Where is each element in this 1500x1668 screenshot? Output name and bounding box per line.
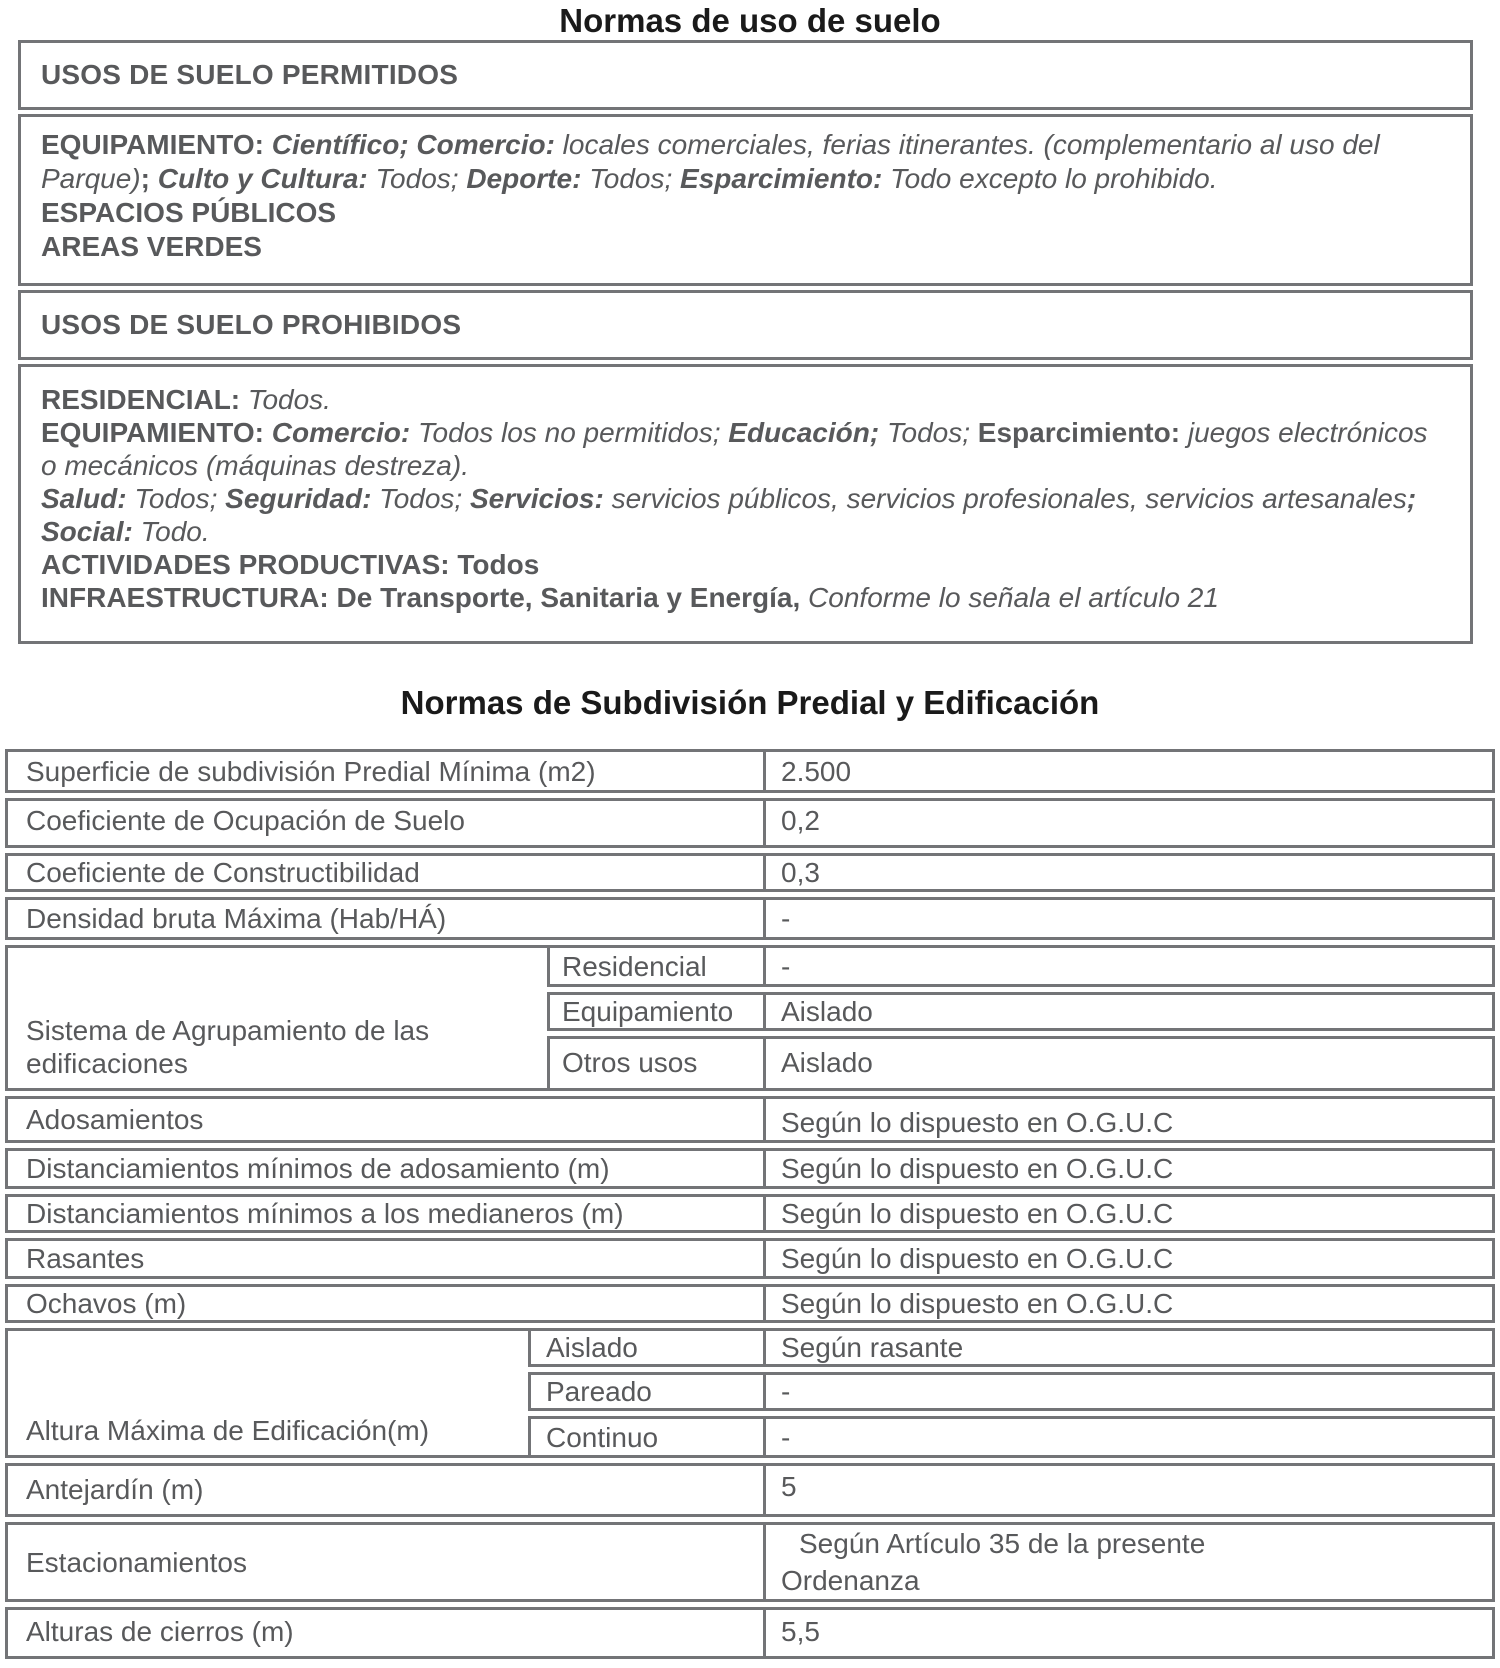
table-row: [18, 290, 1473, 360]
table-row: [18, 364, 1473, 644]
sub-row-value: Aislado: [763, 1036, 1495, 1091]
table-row: [5, 1463, 1495, 1517]
table-row: [5, 1194, 1495, 1233]
table-row: [5, 1148, 1495, 1189]
row-label: Distanciamientos mínimos de adosamiento (m): [5, 1148, 763, 1189]
table-row: [5, 1238, 1495, 1279]
row-value: [763, 1522, 1495, 1602]
row-label: Adosamientos: [5, 1096, 763, 1143]
row-value-line: Ordenanza: [781, 1565, 920, 1596]
row-value-line: Según Artículo 35 de la presente: [799, 1528, 1206, 1559]
table-row: [5, 798, 1495, 848]
prohibited-uses-text-line: INFRAESTRUCTURA: De Transporte, Sanitaria y Energía, Conforme lo señala el artículo 21: [41, 582, 1219, 613]
sub-row-value: -: [763, 1416, 1495, 1458]
row-label: Coeficiente de Constructibilidad: [5, 853, 763, 892]
row-label: Rasantes: [5, 1238, 763, 1279]
row-value: Según lo dispuesto en O.G.U.C: [763, 1148, 1495, 1189]
table-row: [5, 1284, 1495, 1323]
sub-row-value: Según rasante: [763, 1328, 1495, 1367]
row-value: Según lo dispuesto en O.G.U.C: [763, 1194, 1495, 1233]
row-value: 0,3: [763, 853, 1495, 892]
permitted-uses-body: [18, 114, 1473, 286]
row-label: Alturas de cierros (m): [5, 1607, 763, 1659]
sub-row-label: Residencial: [547, 945, 763, 987]
prohibited-uses-text-line: ACTIVIDADES PRODUCTIVAS: Todos: [41, 549, 540, 580]
row-label: Antejardín (m): [5, 1463, 763, 1517]
sub-row-label: Pareado: [528, 1372, 763, 1411]
row-label: Distanciamientos mínimos a los medianeros (m): [5, 1194, 763, 1233]
prohibited-uses-text-line: EQUIPAMIENTO: Comercio: Todos los no permitidos; Educación; Todos; Esparcimiento: juegos electrónicos o mecánicos (máquinas destreza).: [41, 417, 1428, 481]
sub-row-label: Equipamiento: [547, 992, 763, 1031]
permitted-uses-text-line: AREAS VERDES: [41, 231, 262, 262]
row-value: -: [763, 897, 1495, 940]
prohibited-uses-text-line: RESIDENCIAL: Todos.: [41, 384, 331, 415]
row-value: Según lo dispuesto en O.G.U.C: [763, 1284, 1495, 1323]
land-use-title: Normas de uso de suelo: [559, 2, 941, 39]
row-label: Coeficiente de Ocupación de Suelo: [5, 798, 763, 848]
row-label: Altura Máxima de Edificación(m): [5, 1328, 528, 1458]
row-label: Estacionamientos: [5, 1522, 763, 1602]
table-row: [18, 40, 1473, 110]
row-value: 5: [763, 1463, 1495, 1517]
table-row: [5, 1607, 1495, 1659]
sub-row-label: Otros usos: [547, 1036, 763, 1091]
prohibited-uses-body: [18, 364, 1473, 644]
permitted-uses-text-line: ESPACIOS PÚBLICOS: [41, 197, 337, 228]
row-value: Según lo dispuesto en O.G.U.C: [763, 1238, 1495, 1279]
row-value: 2.500: [763, 749, 1495, 793]
sub-row-label: Continuo: [528, 1416, 763, 1458]
sub-row-value: -: [763, 1372, 1495, 1411]
permitted-uses-text-line: EQUIPAMIENTO: Científico; Comercio: locales comerciales, ferias itinerantes. (complementario al uso del Parque); Culto y Cultura: Todos; Deporte: Todos; Esparcimiento: Todo excepto lo prohibido.: [41, 129, 1380, 194]
subdivision-title: Normas de Subdivisión Predial y Edificación: [400, 684, 1100, 721]
row-label: Sistema de Agrupamiento de las edificaciones: [5, 945, 547, 1091]
sub-row-value: Aislado: [763, 992, 1495, 1031]
sub-row-label: Aislado: [528, 1328, 763, 1367]
land-use-table: [18, 36, 1473, 648]
table-row: [5, 1522, 1495, 1602]
table-row: [5, 1096, 1495, 1143]
row-value: 0,2: [763, 798, 1495, 848]
prohibited-uses-header: USOS DE SUELO PROHIBIDOS: [18, 290, 1473, 360]
permitted-uses-header: USOS DE SUELO PERMITIDOS: [18, 40, 1473, 110]
table-row: [5, 1328, 1495, 1367]
row-label: Densidad bruta Máxima (Hab/HÁ): [5, 897, 763, 940]
table-row: [5, 853, 1495, 892]
sub-row-value: -: [763, 945, 1495, 987]
table-row: [5, 749, 1495, 793]
subdivision-table: [5, 744, 1495, 1664]
prohibited-uses-text-line: Salud: Todos; Seguridad: Todos; Servicios: servicios públicos, servicios profesionales, servicios artesanales; Social: Todo.: [41, 483, 1417, 547]
row-value: 5,5: [763, 1607, 1495, 1659]
table-row: [18, 114, 1473, 286]
row-value: Según lo dispuesto en O.G.U.C: [763, 1096, 1495, 1143]
row-label: Superficie de subdivisión Predial Mínima (m2): [5, 749, 763, 793]
table-row: [5, 897, 1495, 940]
row-label: Ochavos (m): [5, 1284, 763, 1323]
table-row: [5, 945, 1495, 987]
